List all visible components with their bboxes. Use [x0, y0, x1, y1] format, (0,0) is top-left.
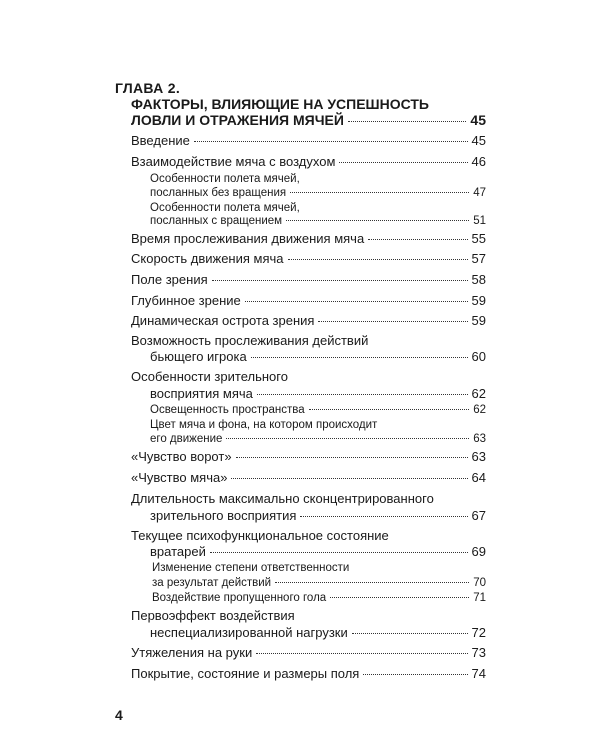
- entry-title: Освещенность пространства: [150, 404, 305, 416]
- page-ref: 73: [471, 645, 486, 660]
- toc-ball-color-line1: Цвет мяча и фона, на котором происходит: [150, 419, 378, 431]
- entry-title: Поле зрения: [131, 272, 208, 287]
- page-number: 4: [115, 707, 123, 723]
- toc-lighting[interactable]: [150, 403, 486, 418]
- page-ref: 47: [473, 187, 486, 199]
- page-ref: 63: [471, 449, 486, 464]
- toc-air[interactable]: [131, 153, 486, 170]
- entry-title: его движение: [150, 433, 223, 445]
- entry-title: Взаимодействие мяча с воздухом: [131, 154, 336, 169]
- toc-visual-perception[interactable]: [150, 385, 486, 402]
- toc-chapter-title[interactable]: [131, 112, 486, 129]
- toc-responsibility-line1: Изменение степени ответственности: [152, 562, 350, 574]
- page-ref: 60: [471, 349, 486, 364]
- entry-title: бьющего игрока: [150, 349, 247, 364]
- page-ref: 71: [473, 592, 486, 604]
- page-ref: 70: [473, 577, 486, 589]
- toc-visual-perception-line1: Особенности зрительного: [131, 369, 288, 384]
- page-ref: 55: [471, 231, 486, 246]
- page-ref: 59: [471, 313, 486, 328]
- page-ref: 67: [471, 508, 486, 523]
- entry-title: Время прослеживания движения мяча: [131, 231, 365, 246]
- entry-title: посланных с вращением: [150, 215, 283, 227]
- toc-concentration[interactable]: [150, 507, 486, 524]
- entry-title: Глубинное зрение: [131, 293, 241, 308]
- page-ref: 46: [471, 154, 486, 169]
- page-ref: 45: [470, 112, 486, 128]
- toc-first-effect-line1: Первоэффект воздействия: [131, 608, 295, 623]
- page-ref: 62: [473, 404, 486, 416]
- page-ref: 72: [471, 625, 486, 640]
- toc-weights[interactable]: [131, 644, 486, 661]
- toc-goal-sense[interactable]: [131, 448, 486, 465]
- entry-title: посланных без вращения: [150, 187, 287, 199]
- entry-title: Утяжеления на руки: [131, 645, 253, 660]
- entry-title: зрительного восприятия: [150, 508, 297, 523]
- entry-title: «Чувство ворот»: [131, 449, 232, 464]
- page-ref: 63: [473, 433, 486, 445]
- toc-first-effect[interactable]: [150, 624, 486, 641]
- page-ref: 58: [471, 272, 486, 287]
- entry-title: неспециализированной нагрузки: [150, 625, 348, 640]
- toc-state[interactable]: [150, 543, 486, 560]
- page-ref: 74: [471, 666, 486, 681]
- toc-goal-conceded[interactable]: [152, 591, 486, 606]
- toc-flight-spin[interactable]: [150, 214, 486, 229]
- entry-title: Введение: [131, 133, 190, 148]
- page-ref: 62: [471, 386, 486, 401]
- toc-ball-sense[interactable]: [131, 469, 486, 486]
- entry-title: «Чувство мяча»: [131, 470, 228, 485]
- toc-depth[interactable]: [131, 292, 486, 309]
- entry-title: Динамическая острота зрения: [131, 313, 315, 328]
- chapter-label: ГЛАВА 2.: [115, 80, 181, 96]
- toc-kicker-tracking[interactable]: [150, 348, 486, 365]
- toc-dynamic-acuity[interactable]: [131, 312, 486, 329]
- entry-title: вратарей: [150, 544, 206, 559]
- toc-intro[interactable]: [131, 132, 486, 149]
- toc-speed[interactable]: [131, 250, 486, 267]
- toc-concentration-line1: Длительность максимально сконцентрированного: [131, 491, 434, 506]
- page-ref: 45: [471, 133, 486, 148]
- toc-field-of-view[interactable]: [131, 271, 486, 288]
- page-ref: 59: [471, 293, 486, 308]
- page-ref: 51: [473, 215, 486, 227]
- chapter-title-line1: ФАКТОРЫ, ВЛИЯЮЩИЕ НА УСПЕШНОСТЬ: [131, 96, 429, 112]
- page-ref: 69: [471, 544, 486, 559]
- toc-state-line1: Текущее психофункциональное состояние: [131, 528, 389, 543]
- toc-tracking-time[interactable]: [131, 230, 486, 247]
- page-ref: 57: [471, 251, 486, 266]
- toc-flight-no-spin-line1: Особенности полета мячей,: [150, 173, 300, 185]
- toc-field-surface[interactable]: [131, 665, 486, 682]
- entry-title: восприятия мяча: [150, 386, 253, 401]
- entry-title: Покрытие, состояние и размеры поля: [131, 666, 360, 681]
- entry-title: Скорость движения мяча: [131, 251, 284, 266]
- toc-flight-spin-line1: Особенности полета мячей,: [150, 202, 300, 214]
- toc-kicker-tracking-line1: Возможность прослеживания действий: [131, 333, 369, 348]
- page-ref: 64: [471, 470, 486, 485]
- toc-flight-no-spin[interactable]: [150, 186, 486, 201]
- entry-title: за результат действий: [152, 577, 272, 589]
- toc-responsibility[interactable]: [152, 576, 486, 591]
- entry-title: Воздействие пропущенного гола: [152, 592, 327, 604]
- toc-ball-color[interactable]: [150, 432, 486, 447]
- chapter-title-line2: ЛОВЛИ И ОТРАЖЕНИЯ МЯЧЕЙ: [131, 112, 344, 128]
